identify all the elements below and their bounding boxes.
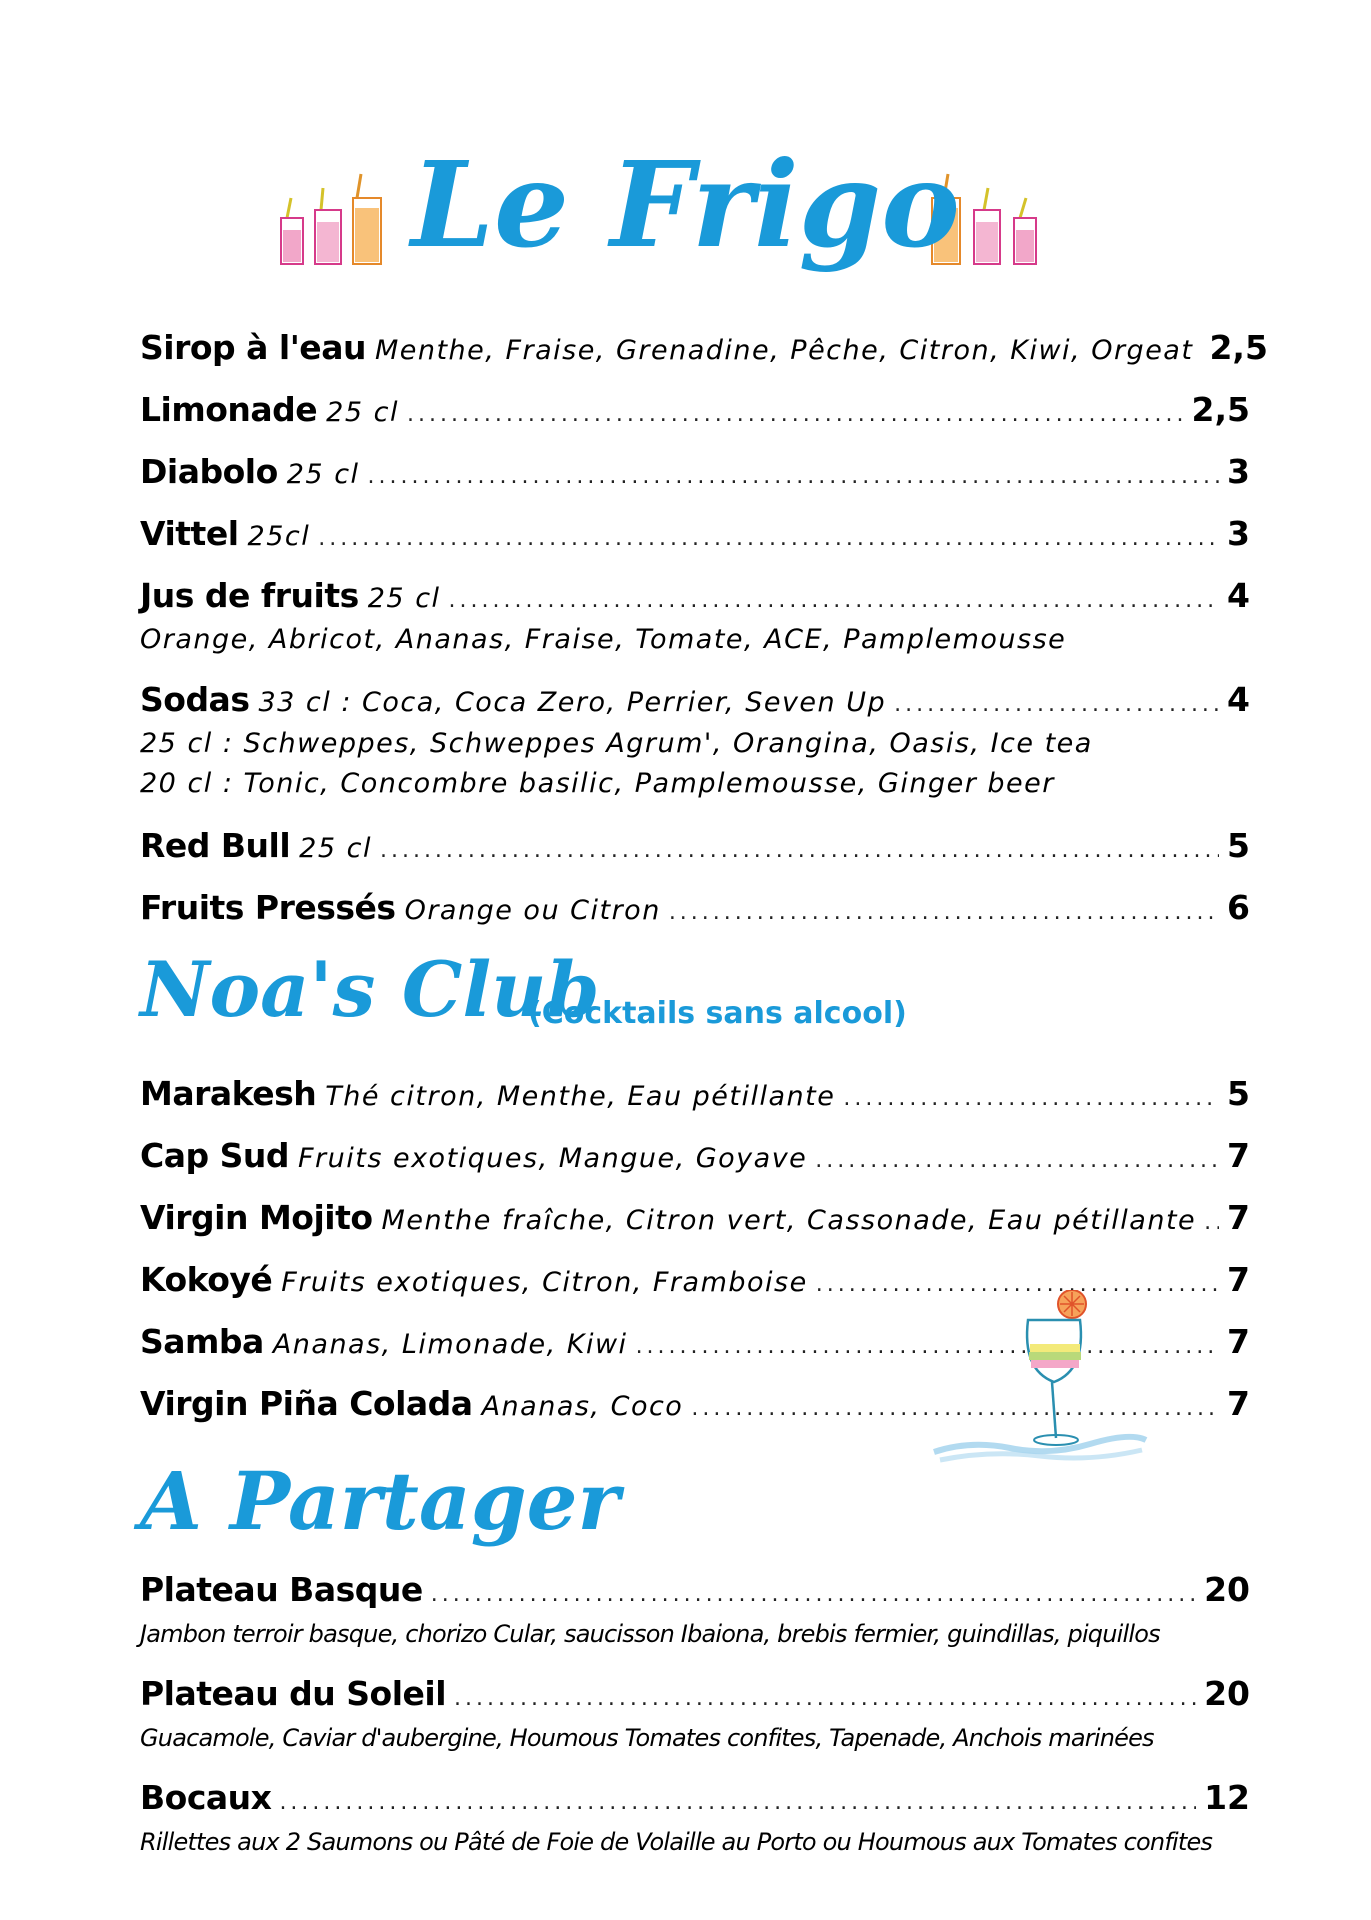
item-subline: 25 cl : Schweppes, Schweppes Agrum', Orangina, Oasis, Ice tea — [140, 728, 1093, 759]
menu-item — [140, 1570, 1250, 1609]
section-title-frigo: Le Frigo — [410, 135, 961, 274]
dot-leader — [894, 692, 1219, 717]
menu-item — [140, 826, 1250, 865]
menu-item — [140, 1198, 1250, 1237]
dot-leader — [368, 464, 1219, 489]
dot-leader — [454, 1686, 1196, 1711]
item-price: 5 — [1227, 826, 1250, 865]
item-name: Virgin Piña Colada — [140, 1384, 473, 1423]
menu-item — [140, 1074, 1250, 1113]
item-name: Cap Sud — [140, 1136, 289, 1175]
menu-item — [140, 514, 1250, 553]
item-price: 7 — [1227, 1384, 1250, 1423]
menu-item — [140, 1674, 1250, 1713]
item-price: 5 — [1227, 1074, 1250, 1113]
item-desc: 25 cl — [286, 459, 360, 490]
section-title-club: Noa's Club — [140, 945, 600, 1034]
dot-leader — [449, 588, 1219, 613]
item-subline: Rillettes aux 2 Saumons ou Pâté de Foie de Volaille au Porto ou Houmous aux Tomates confites — [140, 1828, 1213, 1856]
item-desc: Menthe fraîche, Citron vert, Cassonade, Eau pétillante — [381, 1205, 1197, 1236]
item-subline: 20 cl : Tonic, Concombre basilic, Pamplemousse, Ginger beer — [140, 768, 1055, 799]
section-title-partager: A Partager — [140, 1454, 620, 1548]
dot-leader — [1204, 1210, 1219, 1235]
item-name: Jus de fruits — [140, 576, 359, 615]
dot-leader — [431, 1582, 1196, 1607]
item-name: Samba — [140, 1322, 264, 1361]
item-name: Bocaux — [140, 1778, 272, 1817]
section-subtitle-club: (Cocktails sans alcool) — [528, 996, 907, 1031]
menu-item — [140, 680, 1250, 719]
item-name: Plateau du Soleil — [140, 1674, 447, 1713]
item-price: 3 — [1227, 514, 1250, 553]
dot-leader — [279, 1790, 1196, 1815]
item-desc: Fruits exotiques, Citron, Framboise — [281, 1267, 808, 1298]
menu-item — [140, 888, 1250, 927]
item-name: Limonade — [140, 390, 318, 429]
item-price: 7 — [1227, 1260, 1250, 1299]
item-name: Red Bull — [140, 826, 291, 865]
item-desc: 25 cl — [367, 583, 441, 614]
item-desc: Thé citron, Menthe, Eau pétillante — [325, 1081, 836, 1112]
item-price: 7 — [1227, 1198, 1250, 1237]
item-name: Vittel — [140, 514, 239, 553]
item-subline: Guacamole, Caviar d'aubergine, Houmous Tomates confites, Tapenade, Anchois marinées — [140, 1724, 1154, 1752]
dot-leader — [407, 402, 1184, 427]
menu-item — [140, 1778, 1250, 1817]
item-name: Virgin Mojito — [140, 1198, 373, 1237]
item-price: 2,5 — [1209, 328, 1268, 367]
item-price: 4 — [1227, 680, 1250, 719]
item-price: 4 — [1227, 576, 1250, 615]
item-price: 2,5 — [1191, 390, 1250, 429]
menu-item — [140, 576, 1250, 615]
item-subline: Jambon terroir basque, chorizo Cular, saucisson Ibaiona, brebis fermier, guindillas, piquillos — [140, 1620, 1160, 1648]
item-price: 20 — [1204, 1570, 1250, 1609]
item-name: Marakesh — [140, 1074, 317, 1113]
menu-item — [140, 1136, 1250, 1175]
item-desc: 25 cl — [299, 833, 372, 864]
item-name: Fruits Pressés — [140, 888, 396, 927]
dot-leader — [815, 1148, 1219, 1173]
menu-item — [140, 328, 1268, 367]
item-desc: Ananas, Limonade, Kiwi — [272, 1329, 628, 1360]
dot-leader — [843, 1086, 1219, 1111]
dot-leader — [669, 900, 1219, 925]
item-desc: 25cl — [247, 521, 311, 552]
dot-leader — [318, 526, 1219, 551]
item-price: 7 — [1227, 1322, 1250, 1361]
item-desc: Fruits exotiques, Mangue, Goyave — [297, 1143, 808, 1174]
item-desc: Ananas, Coco — [481, 1391, 684, 1422]
item-price: 20 — [1204, 1674, 1250, 1713]
item-name: Plateau Basque — [140, 1570, 423, 1609]
item-desc: Menthe, Fraise, Grenadine, Pêche, Citron, Kiwi, Orgeat — [374, 335, 1194, 366]
item-price: 6 — [1227, 888, 1250, 927]
item-price: 7 — [1227, 1136, 1250, 1175]
item-desc: Orange ou Citron — [404, 895, 661, 926]
dot-leader — [380, 838, 1219, 863]
item-subline: Orange, Abricot, Ananas, Fraise, Tomate, ACE, Pamplemousse — [140, 624, 1067, 655]
item-price: 3 — [1227, 452, 1250, 491]
cocktail-glass-icon — [930, 1290, 1150, 1470]
item-price: 12 — [1204, 1778, 1250, 1817]
menu-item — [140, 452, 1250, 491]
item-desc: 25 cl — [326, 397, 399, 428]
item-desc: 33 cl : Coca, Coca Zero, Perrier, Seven Up — [258, 687, 887, 718]
item-name: Kokoyé — [140, 1260, 273, 1299]
item-name: Diabolo — [140, 452, 278, 491]
menu-item — [140, 390, 1250, 429]
item-name: Sodas — [140, 680, 250, 719]
item-name: Sirop à l'eau — [140, 328, 366, 367]
